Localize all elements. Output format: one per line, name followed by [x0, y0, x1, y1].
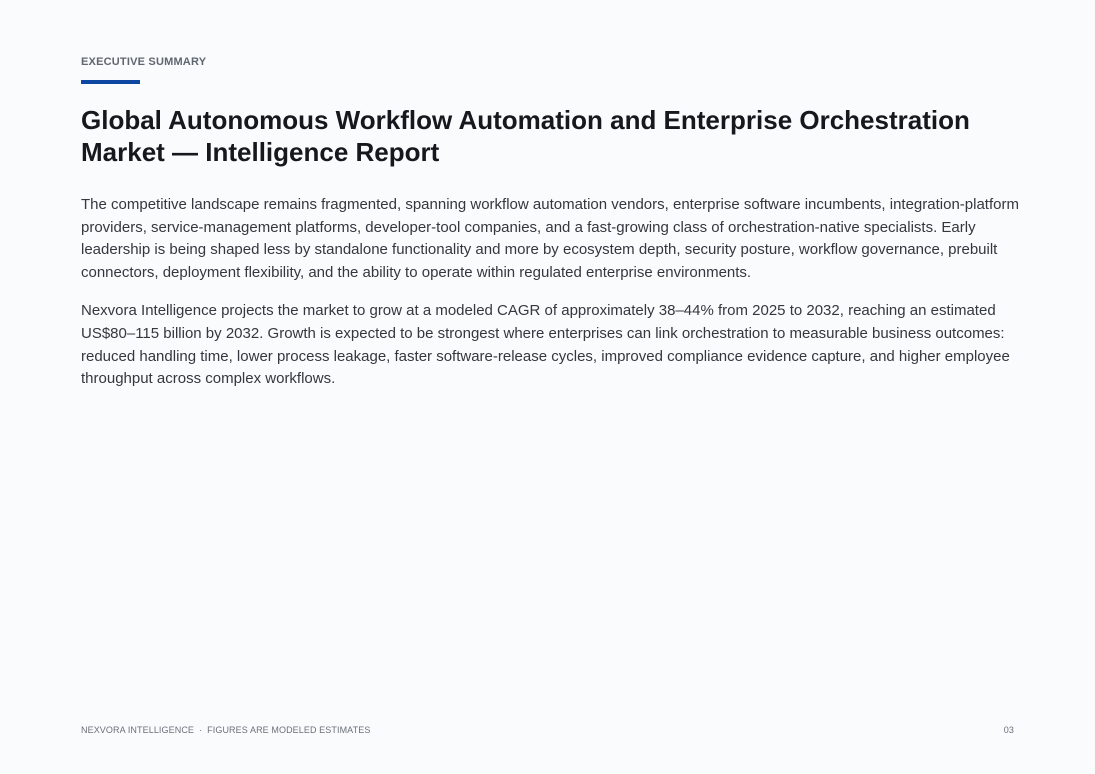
footer-brand: NEXVORA INTELLIGENCE [81, 725, 195, 735]
summary-paragraph-2: Nexvora Intelligence projects the market to grow at a modeled CAGR of approximately 38–44% from 2025 to 2032, reaching an estimated US$80–115 billion by 2032. Growth is expected to be strongest where enterprises can link orchestration to measurable business outcomes: reduced handling time, lower process leakage, faster software-release cycles, improved compliance evidence capture, and higher employee throughput across complex workflows. [81, 302, 1010, 388]
page-title: Global Autonomous Workflow Automation and Enterprise Orchestration Market — Intelligence Report [81, 105, 970, 167]
summary-paragraph-1: The competitive landscape remains fragmented, spanning workflow automation vendors, enterprise software incumbents, integration-platform providers, service-management platforms, developer-tool companies, and a fast-growing class of orchestration-native specialists. Early leadership is being shaped less by standalone functionality and more by ecosystem depth, security posture, workflow governance, prebuilt connectors, deployment flexibility, and the ability to operate within regulated enterprise environments. [81, 196, 1019, 281]
footer-left [81, 724, 370, 736]
page-footer [81, 724, 1014, 736]
section-label: EXECUTIVE SUMMARY [81, 56, 207, 68]
footer-separator: · [199, 725, 203, 735]
footer-note: FIGURES ARE MODELED ESTIMATES [207, 725, 371, 735]
accent-rule [81, 80, 140, 84]
report-page [81, 55, 1021, 391]
page-number: 03 [1003, 725, 1014, 735]
